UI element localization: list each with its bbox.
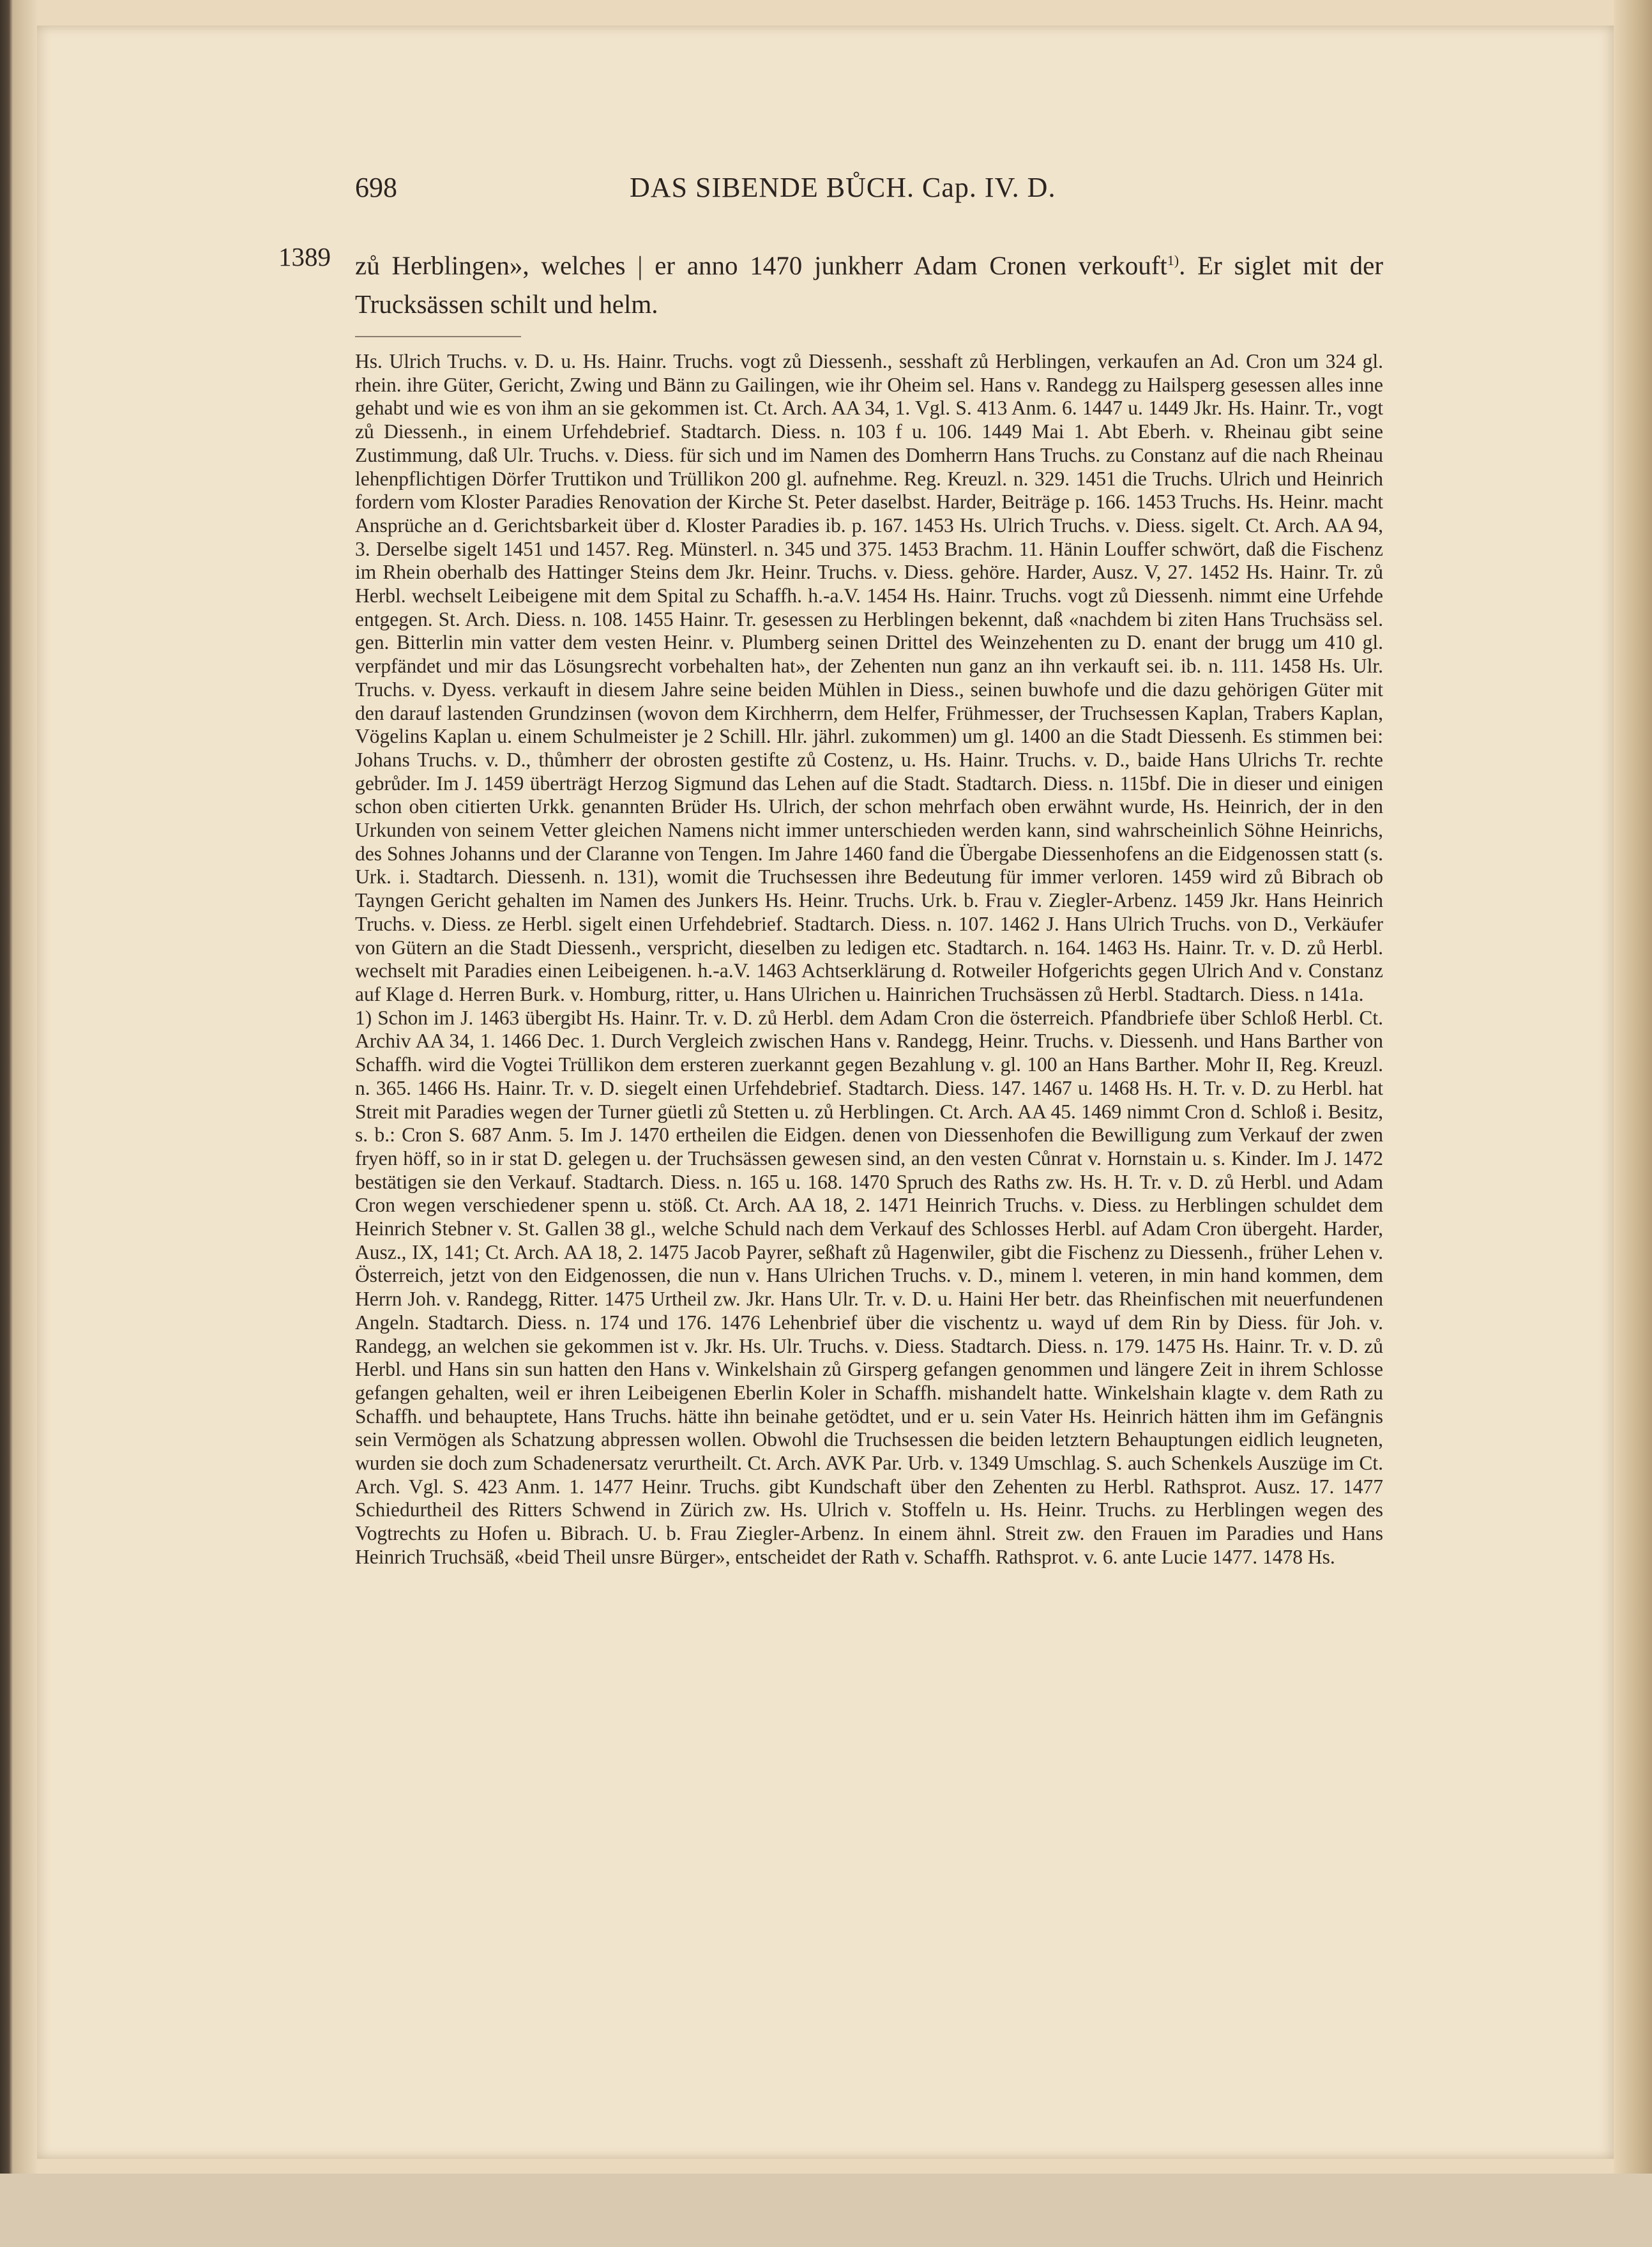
note-divider <box>355 336 521 337</box>
margin-year: 1389 <box>278 242 331 271</box>
notes-block <box>355 350 1383 2247</box>
footnote-reference: 1) <box>1167 252 1179 268</box>
main-text-part1: zů Herblingen», welches | er anno 1470 junkherr Adam Cronen verkouft <box>355 250 1167 280</box>
running-title: DAS SIBENDE BŮCH. Cap. IV. D. <box>630 172 1056 203</box>
page-edge <box>1614 0 1652 2174</box>
footnote-marker: 1) <box>355 1006 372 1029</box>
main-text-part2: . Er siglet mit der Trucksässen schilt und helm. <box>355 250 1383 319</box>
main-text <box>355 241 1383 323</box>
note-main: Hs. Ulrich Truchs. v. D. u. Hs. Hainr. Truchs. vogt zů Diessenh., sesshaft zů Herblingen, verkaufen an Ad. Cron um 324 gl. rhein. ihre Güter, Gericht, Zwing und Bänn zu Gailingen, wie ihr Oheim sel. Hans v. Randegg zu Hailsperg gesessen alles inne gehabt und wie es von ihm an sie gekommen ist. Ct. Arch. AA 34, 1. Vgl. S. 413 Anm. 6. 1447 u. 1449 Jkr. Hs. Hainr. Tr., vogt zů Diessenh., in einem Urfehdebrief. Stadtarch. Diess. n. 103 f u. 106. 1449 Mai 1. Abt Eberh. v. Rheinau gibt seine Zustimmung, daß Ulr. Truchs. v. Diess. für sich und im Namen des Domherrn Hans Truchs. zu Constanz auf die nach Rheinau lehenpflichtigen Dörfer Truttikon und Trüllikon 200 gl. aufnehme. Reg. Kreuzl. n. 329. 1451 die Truchs. Ulrich und Heinrich fordern vom Kloster Paradies Renovation der Kirche St. Peter daselbst. Harder, Beiträge p. 166. 1453 Truchs. Hs. Heinr. macht Ansprüche an d. Gerichtsbarkeit über d. Kloster Paradies ib. p. 167. 1453 Hs. Ulrich Truchs. v. Diess. sigelt. Ct. Arch. AA 94, 3. Derselbe sigelt 1451 und 1457. Reg. Münsterl. n. 345 und 375. 1453 Brachm. 11. Hänin Louffer schwört, daß die Fischenz im Rhein oberhalb des Hattinger Steins dem Jkr. Heinr. Truchs. v. Diess. gehöre. Harder, Ausz. V, 27. 1452 Hs. Hainr. Tr. zů Herbl. wechselt Leibeigene mit dem Spital zu Schaffh. h.-a.V. 1454 Hs. Hainr. Truchs. vogt zů Diessenh. nimmt eine Urfehde entgegen. St. Arch. Diess. n. 108. 1455 Hainr. Tr. gesessen zu Herblingen bekennt, daß «nachdem bi ziten Hans Truchsäss sel. gen. Bitterlin min vatter dem vesten Heinr. v. Plumberg seinen Drittel des Weinzehenten zu D. enant der brugg um 410 gl. verpfändet und mir das Lösungsrecht vorbehalten hat», der Zehenten nun ganz an ihn verkauft sei. ib. n. 111. 1458 Hs. Ulr. Truchs. v. Dyess. verkauft in diesem Jahre seine beiden Mühlen in Diess., seinen buwhofe und die dazu gehörigen Güter mit den darauf lastenden Grundzinsen (wovon dem Kirchherrn, dem Helfer, Frühmesser, der Truchsessen Kaplan, Trabers Kaplan, Vögelins Kaplan u. einem Schulmeister je 2 Schill. Hlr. jährl. zukommen) um gl. 1400 an die Stadt Diessenh. Es stimmen bei: Johans Truchs. v. D., thůmherr der obrosten gestifte zů Costenz, u. Hs. Hainr. Truchs. v. D., baide Hans Ulrichs Tr. rechte gebrůder. Im J. 1459 überträgt Herzog Sigmund das Lehen auf die Stadt. Stadtarch. Diess. n. 115bf. Die in dieser und einigen schon oben citierten Urkk. genannten Brüder Hs. Ulrich, der schon mehrfach oben erwähnt wurde, Hs. Heinrich, der in den Urkunden von seinem Vetter gleichen Namens nicht immer unterschieden werden kann, sind wahrscheinlich Söhne Heinrichs, des Sohnes Johanns und der Claranne von Tengen. Im Jahre 1460 fand die Übergabe Diessenhofens an die Eidgenossen statt (s. Urk. i. Stadtarch. Diessenh. n. 131), womit die Truchsessen ihre Bedeutung für immer verloren. 1459 wird zů Bibrach ob Tayngen Gericht gehalten im Namen des Junkers Hs. Heinr. Truchs. Urk. b. Frau v. Ziegler-Arbenz. 1459 Jkr. Hans Heinrich Truchs. v. Diess. ze Herbl. sigelt einen Urfehdebrief. Stadtarch. Diess. n. 107. 1462 J. Hans Ulrich Truchs. von D., Verkäufer von Gütern an die Stadt Diessenh., verspricht, dieselben zu ledigen etc. Stadtarch. n. 164. 1463 Hs. Hainr. Tr. v. D. zů Herbl. wechselt mit Paradies einen Leibeigenen. h.-a.V. 1463 Achtserklärung d. Rotweiler Hofgerichts gegen Ulrich And v. Constanz auf Klage d. Herren Burk. v. Homburg, ritter, u. Hans Ulrichen u. Hainrichen Truchsässen zů Herbl. Stadtarch. Diess. n 141a. <box>355 350 1383 1005</box>
footnote <box>355 1007 1383 1569</box>
page-number: 698 <box>355 172 397 203</box>
running-header <box>355 171 1466 216</box>
footnote-text: Schon im J. 1463 übergibt Hs. Hainr. Tr. v. D. zů Herbl. dem Adam Cron die österreich. Pfandbriefe über Schloß Herbl. Ct. Archiv AA 34, 1. 1466 Dec. 1. Durch Vergleich zwischen Hans v. Randegg, Heinr. Truchs. v. Diessenh. und Hans Barther von Schaffh. wird die Vogtei Trüllikon dem ersteren zuerkannt gegen Bezahlung v. gl. 100 an Hans Barther. Mohr II, Reg. Kreuzl. n. 365. 1466 Hs. Hainr. Tr. v. D. siegelt einen Urfehdebrief. Stadtarch. Diess. 147. 1467 u. 1468 Hs. H. Tr. v. D. zu Herbl. hat Streit mit Paradies wegen der Turner güetli zů Stetten u. zů Herblingen. Ct. Arch. AA 45. 1469 nimmt Cron d. Schloß i. Besitz, s. b.: Cron S. 687 Anm. 5. Im J. 1470 ertheilen die Eidgen. denen von Diessenhofen die Bewilligung zum Verkauf der zwen fryen höff, so in ir stat D. gelegen u. der Truchsässen gewesen sind, an den vesten Cůnrat v. Hornstain u. s. Kinder. Im J. 1472 bestätigen sie den Verkauf. Stadtarch. Diess. n. 165 u. 168. 1470 Spruch des Raths zw. Hs. H. Tr. v. D. zů Herbl. und Adam Cron wegen verschiedener spenn u. stöß. Ct. Arch. AA 18, 2. 1471 Heinrich Truchs. v. Diess. zu Herblingen schuldet dem Heinrich Stebner v. St. Gallen 38 gl., welche Schuld nach dem Verkauf des Schlosses Herbl. auf Adam Cron übergeht. Harder, Ausz., IX, 141; Ct. Arch. AA 18, 2. 1475 Jacob Payrer, seßhaft zů Hagenwiler, gibt die Fischenz zu Diessenh., früher Lehen v. Österreich, jetzt von den Eidgenossen, die nun v. Hans Ulrichen Truchs. v. D., minem l. veteren, in min hand kommen, dem Herrn Joh. v. Randegg, Ritter. 1475 Urtheil zw. Jkr. Hans Ulr. Tr. v. D. u. Haini Her betr. das Rheinfischen mit neuerfundenen Angeln. Stadtarch. Diess. n. 174 und 176. 1476 Lehenbrief über die vischentz u. wayd uf dem Rin by Diess. für Joh. v. Randegg, an welchen sie gekommen ist v. Jkr. Hs. Ulr. Truchs. v. Diess. Stadtarch. Diess. n. 179. 1475 Hs. Hainr. Tr. v. D. zů Herbl. und Hans sin sun hatten den Hans v. Winkelshain zů Girsperg gefangen genommen und längere Zeit in ihrem Schlosse gefangen gehalten, weil er ihren Leibeigenen Eberlin Koler in Schaffh. mishandelt hatte. Winkelshain klagte v. dem Rath zu Schaffh. und behauptete, Hans Truchs. hätte ihn beinahe getödtet, und er u. sein Vater Hs. Heinrich hätten ihm im Gefängnis sein Vermögen als Schatzung abpressen wollen. Obwohl die Truchsessen die beiden letztern Behauptungen eidlich leugneten, wurden sie doch zum Schadenersatz verurtheilt. Ct. Arch. AVK Par. Urb. v. 1349 Umschlag. S. auch Schenkels Auszüge im Ct. Arch. Vgl. S. 423 Anm. 1. 1477 Heinr. Truchs. gibt Kundschaft über den Zehenten zu Herbl. Rathsprot. Ausz. 17. 1477 Schiedurtheil des Ritters Schwend in Zürich zw. Hs. Ulrich v. Stoffeln u. Hs. Heinr. Truchs. zu Herblingen wegen des Vogtrechts zu Hofen u. Bibrach. U. b. Frau Ziegler-Arbenz. In einem ähnl. Streit zw. den Frauen im Paradies und Hans Heinrich Truchsäß, «beid Theil unsre Bürger», entscheidet der Rath v. Schaffh. Rathsprot. v. 6. ante Lucie 1477. 1478 Hs. <box>355 1006 1384 1568</box>
